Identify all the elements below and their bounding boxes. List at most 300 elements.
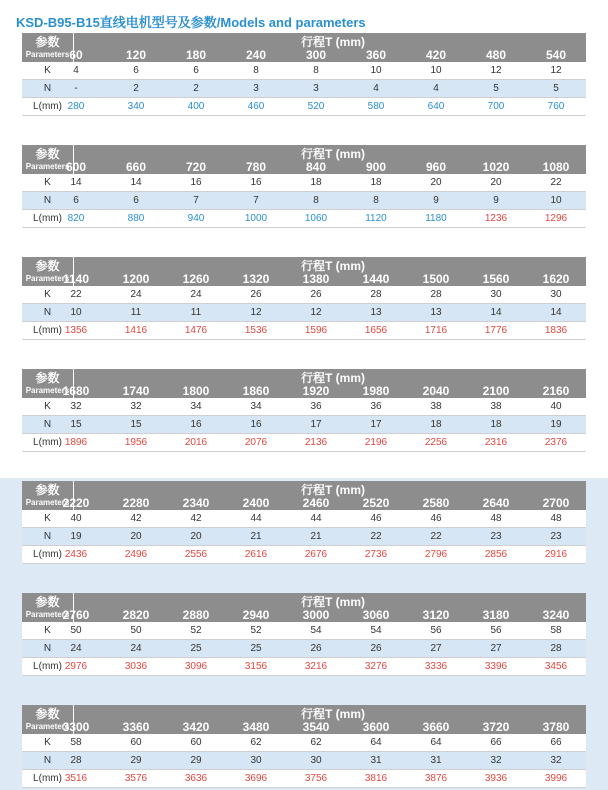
row-n-label: N xyxy=(43,419,52,430)
stroke-value: 2160 xyxy=(542,384,570,398)
table-header xyxy=(22,145,586,174)
stroke-value: 2700 xyxy=(542,496,570,510)
stroke-value: 960 xyxy=(425,160,447,174)
stroke-label: 行程T (mm) xyxy=(301,147,365,161)
table-cell: 48 xyxy=(490,513,502,524)
table-cell: 880 xyxy=(127,213,145,224)
table-cell: 32 xyxy=(490,755,502,766)
row-l-label: L(mm) xyxy=(33,325,62,336)
stroke-value: 240 xyxy=(245,48,267,62)
stroke-value: 540 xyxy=(545,48,567,62)
parameters-label-en: Parameters xyxy=(25,610,70,619)
stroke-value: 480 xyxy=(485,48,507,62)
row-l-label: L(mm) xyxy=(33,101,62,112)
parameters-label-en: Parameters xyxy=(25,162,70,171)
parameters-label-en: Parameters xyxy=(25,722,70,731)
stroke-value: 3300 xyxy=(62,720,90,734)
stroke-value: 3060 xyxy=(362,608,390,622)
table-cell: 46 xyxy=(370,513,382,524)
table-cell: 2556 xyxy=(184,549,208,560)
parameters-label-en: Parameters xyxy=(25,386,70,395)
table-cell: 340 xyxy=(127,101,145,112)
table-cell: 58 xyxy=(550,625,562,636)
table-cell: 12 xyxy=(550,65,562,76)
stroke-value: 2640 xyxy=(482,496,510,510)
table-cell: 23 xyxy=(550,531,562,542)
row-n-label: N xyxy=(43,195,52,206)
table-cell: 18 xyxy=(430,419,442,430)
parameters-label-zh: 参数 xyxy=(35,371,60,385)
table-cell: 54 xyxy=(310,625,322,636)
table-cell: 1716 xyxy=(424,325,448,336)
stroke-value: 2880 xyxy=(182,608,210,622)
param-table xyxy=(22,481,586,564)
table-cell: 20 xyxy=(490,177,502,188)
table-row xyxy=(22,510,586,528)
table-row xyxy=(22,210,586,228)
table-cell: 15 xyxy=(70,419,82,430)
stroke-value: 2340 xyxy=(182,496,210,510)
table-cell: 6 xyxy=(73,195,79,206)
table-header xyxy=(22,593,586,622)
table-cell: 32 xyxy=(550,755,562,766)
table-cell: 30 xyxy=(550,289,562,300)
table-cell: 1776 xyxy=(484,325,508,336)
param-table xyxy=(22,145,586,228)
table-row xyxy=(22,98,586,116)
stroke-value: 1980 xyxy=(362,384,390,398)
stroke-value: 3120 xyxy=(422,608,450,622)
table-cell: 3696 xyxy=(244,773,268,784)
stroke-value: 1380 xyxy=(302,272,330,286)
table-row xyxy=(22,62,586,80)
table-cell: 18 xyxy=(370,177,382,188)
stroke-value: 2940 xyxy=(242,608,270,622)
table-header xyxy=(22,705,586,734)
row-l-label: L(mm) xyxy=(33,661,62,672)
table-row xyxy=(22,286,586,304)
table-cell: 3216 xyxy=(304,661,328,672)
table-cell: 24 xyxy=(130,643,142,654)
table-cell: 3936 xyxy=(484,773,508,784)
parameters-label-zh: 参数 xyxy=(35,35,60,49)
stroke-value: 3480 xyxy=(242,720,270,734)
stroke-value: 2100 xyxy=(482,384,510,398)
parameters-label-en: Parameters xyxy=(25,50,70,59)
table-cell: 24 xyxy=(190,289,202,300)
table-cell: 2 xyxy=(133,83,139,94)
stroke-value: 3540 xyxy=(302,720,330,734)
table-cell: 66 xyxy=(550,737,562,748)
table-cell: 40 xyxy=(550,401,562,412)
table-row xyxy=(22,304,586,322)
table-cell: 42 xyxy=(130,513,142,524)
table-cell: 7 xyxy=(193,195,199,206)
row-n-label: N xyxy=(43,307,52,318)
table-cell: 1000 xyxy=(244,213,268,224)
stroke-value: 1440 xyxy=(362,272,390,286)
stroke-value: 3420 xyxy=(182,720,210,734)
table-cell: 34 xyxy=(190,401,202,412)
row-k-label: K xyxy=(44,625,51,636)
row-k-label: K xyxy=(44,289,51,300)
table-cell: 520 xyxy=(307,101,325,112)
table-row xyxy=(22,398,586,416)
stroke-label: 行程T (mm) xyxy=(301,35,365,49)
stroke-value: 1200 xyxy=(122,272,150,286)
stroke-value: 3660 xyxy=(422,720,450,734)
table-row xyxy=(22,192,586,210)
table-cell: 3336 xyxy=(424,661,448,672)
table-cell: 3816 xyxy=(364,773,388,784)
table-cell: 4 xyxy=(73,65,79,76)
stroke-value: 1560 xyxy=(482,272,510,286)
table-cell: 29 xyxy=(130,755,142,766)
table-cell: 17 xyxy=(370,419,382,430)
row-l-label: L(mm) xyxy=(33,437,62,448)
stroke-value: 660 xyxy=(125,160,147,174)
stroke-value: 2280 xyxy=(122,496,150,510)
stroke-label: 行程T (mm) xyxy=(301,483,365,497)
table-cell: 8 xyxy=(373,195,379,206)
table-cell: 5 xyxy=(493,83,499,94)
table-cell: 14 xyxy=(130,177,142,188)
stroke-value: 2520 xyxy=(362,496,390,510)
table-cell: 2436 xyxy=(64,549,88,560)
table-cell: 31 xyxy=(370,755,382,766)
table-cell: 3 xyxy=(253,83,259,94)
stroke-value: 3240 xyxy=(542,608,570,622)
table-cell: 38 xyxy=(430,401,442,412)
table-cell: 3 xyxy=(313,83,319,94)
table-cell: 23 xyxy=(490,531,502,542)
table-cell: 32 xyxy=(70,401,82,412)
table-cell: 36 xyxy=(370,401,382,412)
table-cell: 26 xyxy=(250,289,262,300)
table-cell: 9 xyxy=(493,195,499,206)
stroke-value: 1020 xyxy=(482,160,510,174)
table-cell: 1836 xyxy=(544,325,568,336)
table-cell: 700 xyxy=(487,101,505,112)
table-cell: 26 xyxy=(370,643,382,654)
table-cell: 28 xyxy=(430,289,442,300)
param-table xyxy=(22,33,586,116)
table-cell: 24 xyxy=(70,643,82,654)
table-cell: 19 xyxy=(70,531,82,542)
table-cell: 820 xyxy=(67,213,85,224)
table-cell: 3396 xyxy=(484,661,508,672)
table-cell: 10 xyxy=(70,307,82,318)
table-row xyxy=(22,322,586,340)
table-cell: 18 xyxy=(310,177,322,188)
table-cell: 5 xyxy=(553,83,559,94)
table-header xyxy=(22,481,586,510)
table-cell: 3996 xyxy=(544,773,568,784)
table-cell: 6 xyxy=(193,65,199,76)
stroke-value: 2400 xyxy=(242,496,270,510)
table-cell: 14 xyxy=(550,307,562,318)
parameters-label-zh: 参数 xyxy=(35,707,60,721)
stroke-value: 3780 xyxy=(542,720,570,734)
table-cell: 46 xyxy=(430,513,442,524)
table-cell: 640 xyxy=(427,101,445,112)
table-cell: 2916 xyxy=(544,549,568,560)
parameters-label-zh: 参数 xyxy=(35,483,60,497)
table-cell: 3276 xyxy=(364,661,388,672)
parameters-label-en: Parameters xyxy=(25,498,70,507)
table-cell: 2496 xyxy=(124,549,148,560)
table-cell: 2316 xyxy=(484,437,508,448)
table-cell: 44 xyxy=(310,513,322,524)
row-k-label: K xyxy=(44,737,51,748)
table-cell: 58 xyxy=(70,737,82,748)
table-cell: 60 xyxy=(190,737,202,748)
row-l-label: L(mm) xyxy=(33,773,62,784)
stroke-value: 1800 xyxy=(182,384,210,398)
table-cell: 2 xyxy=(193,83,199,94)
row-n-label: N xyxy=(43,755,52,766)
stroke-value: 3600 xyxy=(362,720,390,734)
table-cell: 28 xyxy=(70,755,82,766)
table-cell: 2256 xyxy=(424,437,448,448)
table-cell: 27 xyxy=(430,643,442,654)
table-cell: 14 xyxy=(490,307,502,318)
table-header xyxy=(22,257,586,286)
table-row xyxy=(22,658,586,676)
parameters-label-en: Parameters xyxy=(25,274,70,283)
table-cell: 1120 xyxy=(365,213,387,224)
table-cell: 13 xyxy=(430,307,442,318)
table-cell: 18 xyxy=(490,419,502,430)
table-cell: 36 xyxy=(310,401,322,412)
table-cell: 15 xyxy=(130,419,142,430)
table-row xyxy=(22,622,586,640)
table-cell: 760 xyxy=(547,101,565,112)
table-cell: 30 xyxy=(310,755,322,766)
table-cell: 280 xyxy=(67,101,85,112)
table-cell: 62 xyxy=(250,737,262,748)
table-cell: 31 xyxy=(430,755,442,766)
table-cell: 1236 xyxy=(484,213,508,224)
table-cell: 10 xyxy=(550,195,562,206)
table-cell: 13 xyxy=(370,307,382,318)
table-cell: 54 xyxy=(370,625,382,636)
stroke-value: 900 xyxy=(365,160,387,174)
stroke-value: 60 xyxy=(69,48,83,62)
table-cell: 3636 xyxy=(184,773,208,784)
row-l-label: L(mm) xyxy=(33,549,62,560)
table-cell: 25 xyxy=(190,643,202,654)
table-row xyxy=(22,640,586,658)
table-cell: 11 xyxy=(190,307,202,318)
table-cell: 460 xyxy=(247,101,265,112)
table-cell: 40 xyxy=(70,513,82,524)
table-cell: 22 xyxy=(430,531,442,542)
stroke-value: 3000 xyxy=(302,608,330,622)
table-cell: 42 xyxy=(190,513,202,524)
table-cell: 12 xyxy=(490,65,502,76)
table-cell: 1536 xyxy=(244,325,268,336)
parameters-label-zh: 参数 xyxy=(35,259,60,273)
table-cell: 52 xyxy=(190,625,202,636)
table-row xyxy=(22,734,586,752)
stroke-value: 1920 xyxy=(302,384,330,398)
table-cell: 2376 xyxy=(544,437,568,448)
table-cell: 2076 xyxy=(244,437,268,448)
table-cell: 17 xyxy=(310,419,322,430)
table-cell: 28 xyxy=(550,643,562,654)
table-cell: 3156 xyxy=(244,661,268,672)
table-cell: 11 xyxy=(130,307,142,318)
table-cell: 44 xyxy=(250,513,262,524)
stroke-value: 2460 xyxy=(302,496,330,510)
stroke-label: 行程T (mm) xyxy=(301,707,365,721)
table-cell: 2976 xyxy=(64,661,88,672)
stroke-value: 180 xyxy=(185,48,207,62)
row-n-label: N xyxy=(43,83,52,94)
table-row xyxy=(22,770,586,788)
table-cell: 3876 xyxy=(424,773,448,784)
table-cell: 22 xyxy=(370,531,382,542)
stroke-value: 840 xyxy=(305,160,327,174)
stroke-label: 行程T (mm) xyxy=(301,595,365,609)
table-cell: 2016 xyxy=(184,437,208,448)
table-cell: 6 xyxy=(133,65,139,76)
table-cell: 3036 xyxy=(124,661,148,672)
table-cell: 28 xyxy=(370,289,382,300)
table-row xyxy=(22,528,586,546)
table-cell: 1416 xyxy=(124,325,148,336)
table-cell: 21 xyxy=(250,531,262,542)
table-cell: 52 xyxy=(250,625,262,636)
table-cell: 4 xyxy=(373,83,379,94)
table-cell: 50 xyxy=(130,625,142,636)
table-cell: 22 xyxy=(550,177,562,188)
stroke-value: 2220 xyxy=(62,496,90,510)
table-cell: - xyxy=(74,83,78,94)
table-cell: 8 xyxy=(313,65,319,76)
row-n-label: N xyxy=(43,643,52,654)
table-row xyxy=(22,174,586,192)
table-cell: 1896 xyxy=(64,437,88,448)
table-row xyxy=(22,752,586,770)
table-cell: 1180 xyxy=(425,213,447,224)
stroke-value: 1500 xyxy=(422,272,450,286)
table-row xyxy=(22,434,586,452)
table-cell: 3456 xyxy=(544,661,568,672)
table-cell: 26 xyxy=(310,643,322,654)
param-table xyxy=(22,369,586,452)
table-cell: 20 xyxy=(430,177,442,188)
stroke-value: 1140 xyxy=(62,272,90,286)
table-cell: 64 xyxy=(430,737,442,748)
table-cell: 38 xyxy=(490,401,502,412)
table-cell: 30 xyxy=(250,755,262,766)
table-cell: 21 xyxy=(310,531,322,542)
stroke-value: 360 xyxy=(365,48,387,62)
table-cell: 1596 xyxy=(304,325,328,336)
table-cell: 1476 xyxy=(184,325,208,336)
stroke-value: 2580 xyxy=(422,496,450,510)
table-row xyxy=(22,546,586,564)
table-cell: 25 xyxy=(250,643,262,654)
stroke-label: 行程T (mm) xyxy=(301,371,365,385)
stroke-value: 2760 xyxy=(62,608,90,622)
table-cell: 16 xyxy=(250,177,262,188)
table-header xyxy=(22,369,586,398)
table-cell: 56 xyxy=(490,625,502,636)
stroke-value: 300 xyxy=(305,48,327,62)
table-cell: 26 xyxy=(310,289,322,300)
stroke-value: 1320 xyxy=(242,272,270,286)
param-table xyxy=(22,257,586,340)
stroke-value: 780 xyxy=(245,160,267,174)
row-k-label: K xyxy=(44,65,51,76)
table-cell: 2676 xyxy=(304,549,328,560)
table-cell: 60 xyxy=(130,737,142,748)
table-cell: 3756 xyxy=(304,773,328,784)
table-cell: 940 xyxy=(187,213,205,224)
table-cell: 62 xyxy=(310,737,322,748)
page-title: KSD-B95-B15直线电机型号及参数/Models and parameters xyxy=(16,15,366,30)
table-cell: 2616 xyxy=(244,549,268,560)
stroke-label: 行程T (mm) xyxy=(301,259,365,273)
table-cell: 19 xyxy=(550,419,562,430)
table-cell: 66 xyxy=(490,737,502,748)
table-cell: 3516 xyxy=(64,773,88,784)
table-cell: 32 xyxy=(130,401,142,412)
stroke-value: 3180 xyxy=(482,608,510,622)
stroke-value: 420 xyxy=(425,48,447,62)
row-k-label: K xyxy=(44,513,51,524)
table-cell: 3096 xyxy=(184,661,208,672)
table-row xyxy=(22,416,586,434)
parameters-label-zh: 参数 xyxy=(35,147,60,161)
table-cell: 1356 xyxy=(64,325,88,336)
stroke-value: 2040 xyxy=(422,384,450,398)
table-cell: 3576 xyxy=(124,773,148,784)
table-cell: 1296 xyxy=(544,213,568,224)
table-cell: 64 xyxy=(370,737,382,748)
stroke-value: 3720 xyxy=(482,720,510,734)
table-cell: 34 xyxy=(250,401,262,412)
param-table xyxy=(22,705,586,788)
table-cell: 56 xyxy=(430,625,442,636)
table-cell: 10 xyxy=(430,65,442,76)
table-cell: 16 xyxy=(190,177,202,188)
table-cell: 29 xyxy=(190,755,202,766)
table-cell: 10 xyxy=(370,65,382,76)
table-cell: 16 xyxy=(190,419,202,430)
table-cell: 2856 xyxy=(484,549,508,560)
table-cell: 2196 xyxy=(364,437,388,448)
stroke-value: 1860 xyxy=(242,384,270,398)
table-cell: 2796 xyxy=(424,549,448,560)
stroke-value: 1080 xyxy=(542,160,570,174)
table-cell: 50 xyxy=(70,625,82,636)
stroke-value: 600 xyxy=(65,160,87,174)
table-cell: 24 xyxy=(130,289,142,300)
table-cell: 1060 xyxy=(304,213,328,224)
table-cell: 27 xyxy=(490,643,502,654)
row-n-label: N xyxy=(43,531,52,542)
table-cell: 12 xyxy=(310,307,322,318)
table-cell: 2136 xyxy=(304,437,328,448)
row-l-label: L(mm) xyxy=(33,213,62,224)
table-cell: 580 xyxy=(367,101,385,112)
table-cell: 48 xyxy=(550,513,562,524)
table-cell: 2736 xyxy=(364,549,388,560)
